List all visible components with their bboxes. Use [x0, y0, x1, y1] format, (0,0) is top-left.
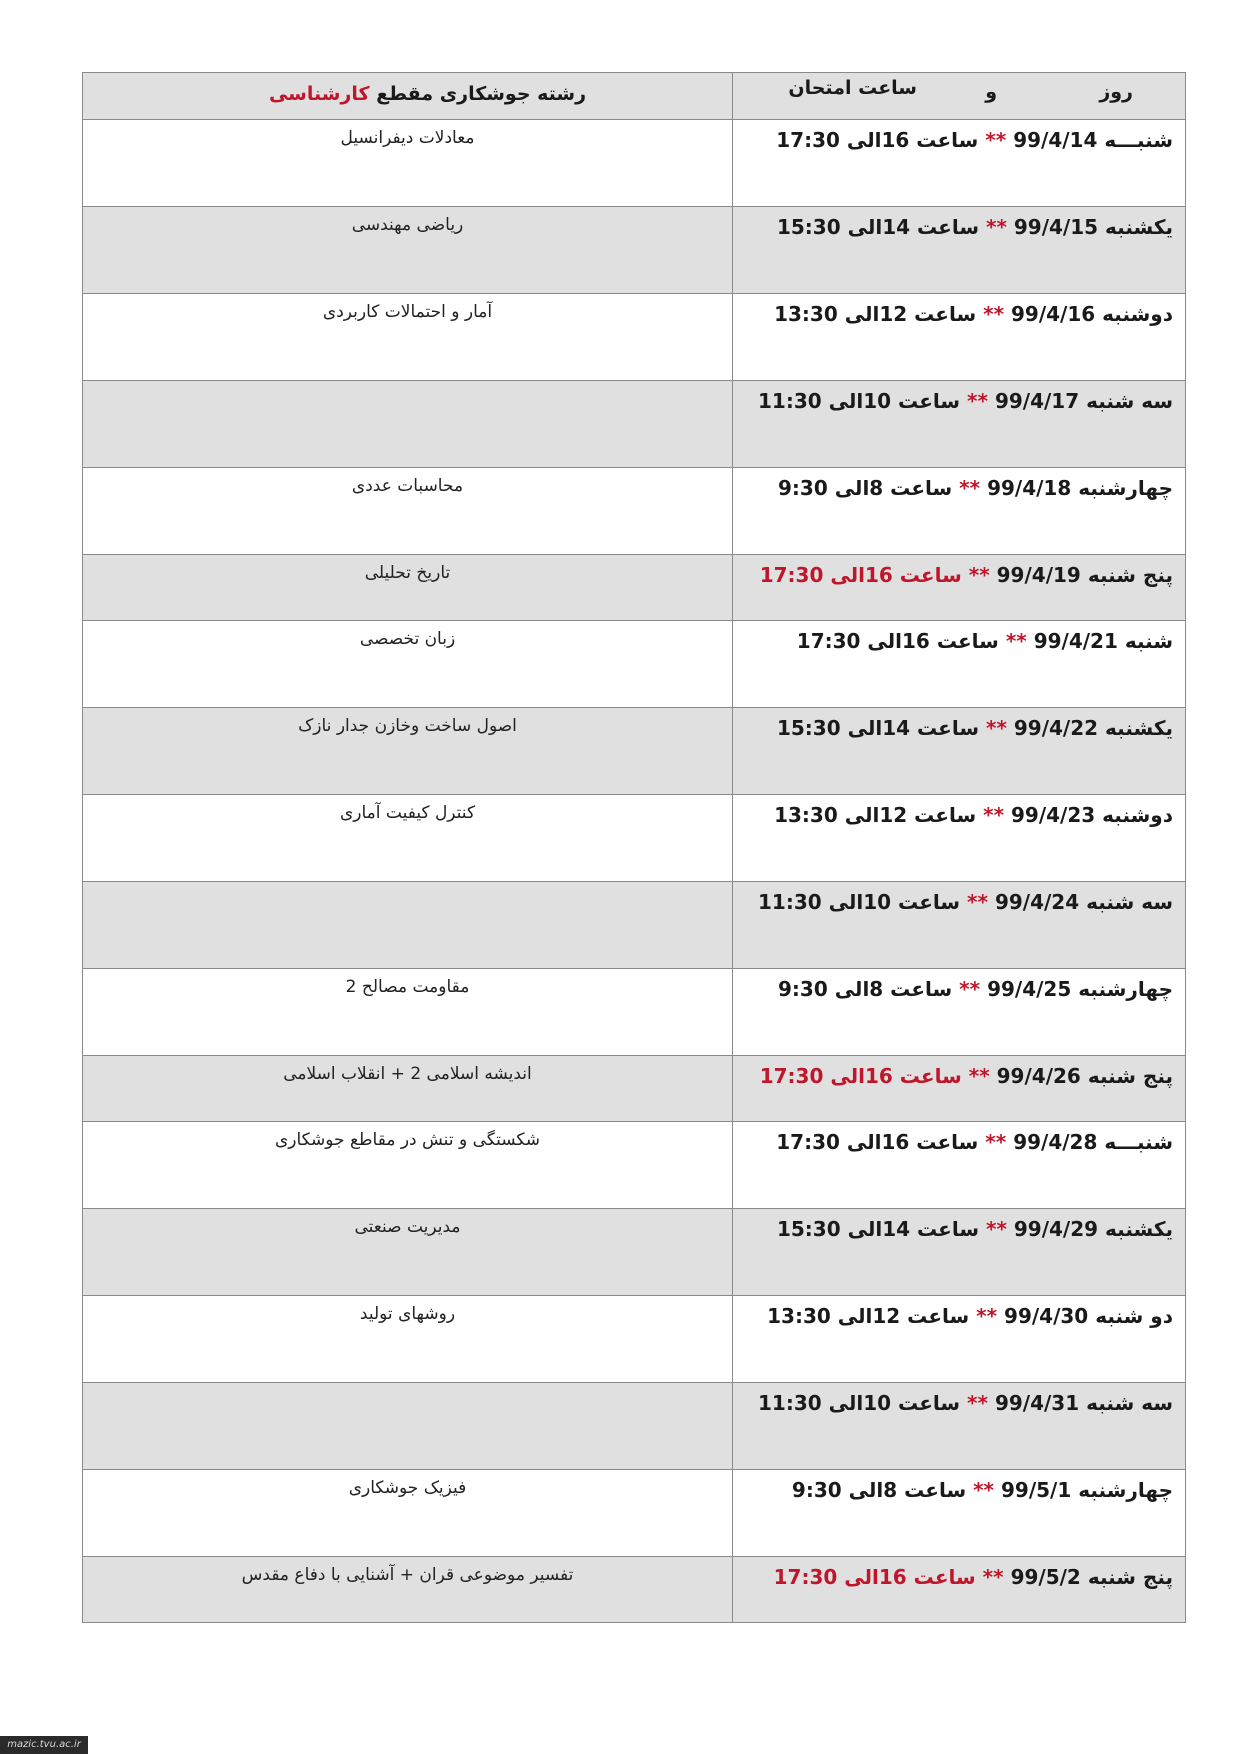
date-cell	[733, 621, 1186, 708]
table-row	[83, 207, 1186, 294]
exam-datetime	[733, 621, 1185, 653]
exam-time: ساعت 14الی 15:30	[776, 1217, 980, 1241]
table-row	[83, 555, 1186, 621]
exam-schedule-table	[82, 72, 1186, 1623]
exam-day: دوشنبه	[1102, 302, 1173, 326]
exam-datetime	[733, 294, 1185, 326]
exam-time: ساعت 16الی 17:30	[773, 1565, 976, 1589]
course-name: معادلات دیفرانسیل	[340, 128, 475, 148]
exam-time: ساعت 10الی 11:30	[758, 1391, 961, 1415]
course-cell	[83, 1056, 733, 1122]
course-name: کنترل کیفیت آماری	[339, 803, 476, 823]
table-row	[83, 1470, 1186, 1557]
exam-date: 99/4/24	[994, 890, 1080, 914]
exam-date: 99/4/19	[996, 563, 1081, 587]
separator-stars: **	[985, 1217, 1007, 1241]
course-cell	[83, 294, 733, 381]
exam-datetime	[733, 795, 1185, 827]
date-cell	[733, 882, 1186, 969]
separator-stars: **	[985, 1130, 1007, 1154]
exam-time: ساعت 14الی 15:30	[776, 716, 980, 740]
exam-time: ساعت 16الی 17:30	[776, 1130, 979, 1154]
exam-day: پنج شنبه	[1087, 1565, 1173, 1589]
course-name: اندیشه اسلامی 2 + انقلاب اسلامی	[283, 1064, 532, 1084]
date-cell	[733, 468, 1186, 555]
exam-datetime	[733, 1383, 1185, 1415]
exam-time: ساعت 10الی 11:30	[758, 890, 961, 914]
course-name: مدیریت صنعتی	[354, 1217, 461, 1237]
date-cell	[733, 1296, 1186, 1383]
separator-stars: **	[967, 1391, 988, 1415]
table-row	[83, 1056, 1186, 1122]
separator-stars: **	[976, 1304, 998, 1328]
exam-day: شنبـــه	[1104, 128, 1173, 152]
table-row	[83, 1296, 1186, 1383]
course-name	[83, 381, 732, 389]
separator-stars: **	[967, 389, 988, 413]
separator-stars: **	[967, 890, 988, 914]
course-name: آمار و احتمالات کاربردی	[322, 302, 493, 322]
exam-datetime	[733, 708, 1185, 740]
course-cell	[83, 708, 733, 795]
course-name: مقاومت مصالح 2	[345, 977, 470, 997]
exam-day: چهارشنبه	[1078, 476, 1173, 500]
exam-date: 99/4/26	[996, 1064, 1081, 1088]
table-row	[83, 120, 1186, 207]
exam-date: 99/4/16	[1011, 302, 1096, 326]
date-cell	[733, 1383, 1186, 1470]
date-header-and: و	[985, 81, 997, 103]
date-cell	[733, 1056, 1186, 1122]
exam-time: ساعت 16الی 17:30	[759, 563, 962, 587]
exam-datetime	[733, 207, 1185, 239]
table-row	[83, 1557, 1186, 1623]
separator-stars: **	[973, 1478, 995, 1502]
course-name: اصول ساخت وخازن جدار نازک	[298, 716, 517, 736]
exam-date: 99/4/15	[1013, 215, 1099, 239]
course-header-cell	[83, 73, 733, 120]
exam-datetime	[733, 555, 1185, 587]
exam-time: ساعت 12الی 13:30	[767, 1304, 970, 1328]
course-cell	[83, 120, 733, 207]
exam-date: 99/4/30	[1004, 1304, 1089, 1328]
table-row	[83, 1209, 1186, 1296]
date-cell	[733, 294, 1186, 381]
exam-datetime	[733, 1470, 1185, 1502]
date-cell	[733, 1209, 1186, 1296]
exam-time: ساعت 10الی 11:30	[758, 389, 961, 413]
exam-time: ساعت 16الی 17:30	[759, 1064, 962, 1088]
table-row	[83, 969, 1186, 1056]
course-name: محاسبات عددی	[351, 476, 464, 496]
exam-date: 99/4/14	[1013, 128, 1098, 152]
course-cell	[83, 621, 733, 708]
course-cell	[83, 1557, 733, 1623]
course-name: ریاضی مهندسی	[351, 215, 464, 235]
exam-datetime	[733, 1296, 1185, 1328]
table-row	[83, 1122, 1186, 1209]
exam-day: چهارشنبه	[1078, 1478, 1173, 1502]
exam-datetime	[733, 1557, 1185, 1589]
course-cell	[83, 882, 733, 969]
header-row	[83, 73, 1186, 120]
exam-day: سه شنبه	[1086, 890, 1173, 914]
exam-time: ساعت 12الی 13:30	[774, 302, 977, 326]
separator-stars: **	[968, 563, 990, 587]
exam-time: ساعت 12الی 13:30	[774, 803, 977, 827]
exam-date: 99/4/17	[994, 389, 1080, 413]
date-cell	[733, 969, 1186, 1056]
exam-date: 99/4/22	[1013, 716, 1099, 740]
exam-day: چهارشنبه	[1078, 977, 1173, 1001]
exam-time: ساعت 8الی 9:30	[777, 977, 953, 1001]
exam-date: 99/4/25	[987, 977, 1072, 1001]
exam-time: ساعت 14الی 15:30	[776, 215, 980, 239]
exam-date: 99/4/21	[1033, 629, 1118, 653]
table-row	[83, 621, 1186, 708]
course-cell	[83, 555, 733, 621]
exam-day: دوشنبه	[1102, 803, 1173, 827]
exam-date: 99/5/1	[1000, 1478, 1072, 1502]
exam-date: 99/4/18	[987, 476, 1072, 500]
date-cell	[733, 120, 1186, 207]
exam-datetime	[733, 882, 1185, 914]
course-name: تاریخ تحلیلی	[364, 563, 451, 583]
exam-time: ساعت 16الی 17:30	[796, 629, 999, 653]
date-header-day: روز	[1099, 81, 1133, 103]
date-cell	[733, 1557, 1186, 1623]
course-header-accent: کارشناسی	[268, 83, 370, 105]
course-cell	[83, 1209, 733, 1296]
course-name	[83, 882, 732, 890]
date-cell	[733, 381, 1186, 468]
separator-stars: **	[985, 128, 1007, 152]
exam-day: یکشنبه	[1105, 215, 1173, 239]
exam-day: شنبه	[1124, 629, 1173, 653]
separator-stars: **	[985, 716, 1007, 740]
exam-day: دو شنبه	[1095, 1304, 1173, 1328]
exam-day: یکشنبه	[1105, 1217, 1173, 1241]
exam-day: یکشنبه	[1105, 716, 1173, 740]
exam-time: ساعت 8الی 9:30	[777, 476, 953, 500]
course-cell	[83, 969, 733, 1056]
exam-date: 99/4/23	[1011, 803, 1096, 827]
exam-day: سه شنبه	[1086, 389, 1173, 413]
course-name: زبان تخصصی	[359, 629, 456, 649]
separator-stars: **	[1005, 629, 1027, 653]
course-cell	[83, 1296, 733, 1383]
exam-time: ساعت 8الی 9:30	[791, 1478, 967, 1502]
exam-day: پنج شنبه	[1087, 1064, 1173, 1088]
exam-datetime	[733, 1209, 1185, 1241]
table-row	[83, 708, 1186, 795]
exam-datetime	[733, 969, 1185, 1001]
exam-date: 99/4/28	[1013, 1130, 1098, 1154]
course-name: شکستگی و تنش در مقاطع جوشکاری	[274, 1130, 541, 1150]
course-cell	[83, 1122, 733, 1209]
exam-date: 99/4/31	[994, 1391, 1080, 1415]
exam-day: شنبـــه	[1104, 1130, 1173, 1154]
exam-datetime	[733, 1056, 1185, 1088]
course-cell	[83, 207, 733, 294]
date-cell	[733, 207, 1186, 294]
exam-datetime	[733, 468, 1185, 500]
separator-stars: **	[959, 977, 981, 1001]
exam-datetime	[733, 381, 1185, 413]
date-cell	[733, 708, 1186, 795]
separator-stars: **	[982, 1565, 1004, 1589]
exam-date: 99/4/29	[1013, 1217, 1099, 1241]
separator-stars: **	[959, 476, 981, 500]
table-row	[83, 882, 1186, 969]
exam-datetime	[733, 120, 1185, 152]
separator-stars: **	[983, 803, 1005, 827]
table-row	[83, 468, 1186, 555]
course-cell	[83, 1383, 733, 1470]
table-row	[83, 1383, 1186, 1470]
exam-date: 99/5/2	[1010, 1565, 1081, 1589]
date-cell	[733, 1470, 1186, 1557]
course-name: فیزیک جوشکاری	[348, 1478, 467, 1498]
date-cell	[733, 1122, 1186, 1209]
course-name: روشهای تولید	[359, 1304, 456, 1324]
table-row	[83, 381, 1186, 468]
exam-day: سه شنبه	[1086, 1391, 1173, 1415]
date-header-time: ساعت امتحان	[788, 77, 917, 99]
separator-stars: **	[985, 215, 1007, 239]
exam-datetime	[733, 1122, 1185, 1154]
date-cell	[733, 795, 1186, 882]
separator-stars: **	[968, 1064, 990, 1088]
table-row	[83, 795, 1186, 882]
separator-stars: **	[983, 302, 1005, 326]
course-name: تفسیر موضوعی قران + آشنایی با دفاع مقدس	[241, 1565, 574, 1585]
date-header-cell	[733, 73, 1186, 120]
course-name	[83, 1383, 732, 1391]
course-cell	[83, 381, 733, 468]
exam-day: پنج شنبه	[1087, 563, 1173, 587]
date-cell	[733, 555, 1186, 621]
course-cell	[83, 468, 733, 555]
course-cell	[83, 795, 733, 882]
exam-time: ساعت 16الی 17:30	[776, 128, 979, 152]
course-cell	[83, 1470, 733, 1557]
site-watermark: mazic.tvu.ac.ir	[0, 1736, 88, 1754]
table-row	[83, 294, 1186, 381]
course-header-label: رشته جوشکاری مقطع	[376, 83, 587, 105]
